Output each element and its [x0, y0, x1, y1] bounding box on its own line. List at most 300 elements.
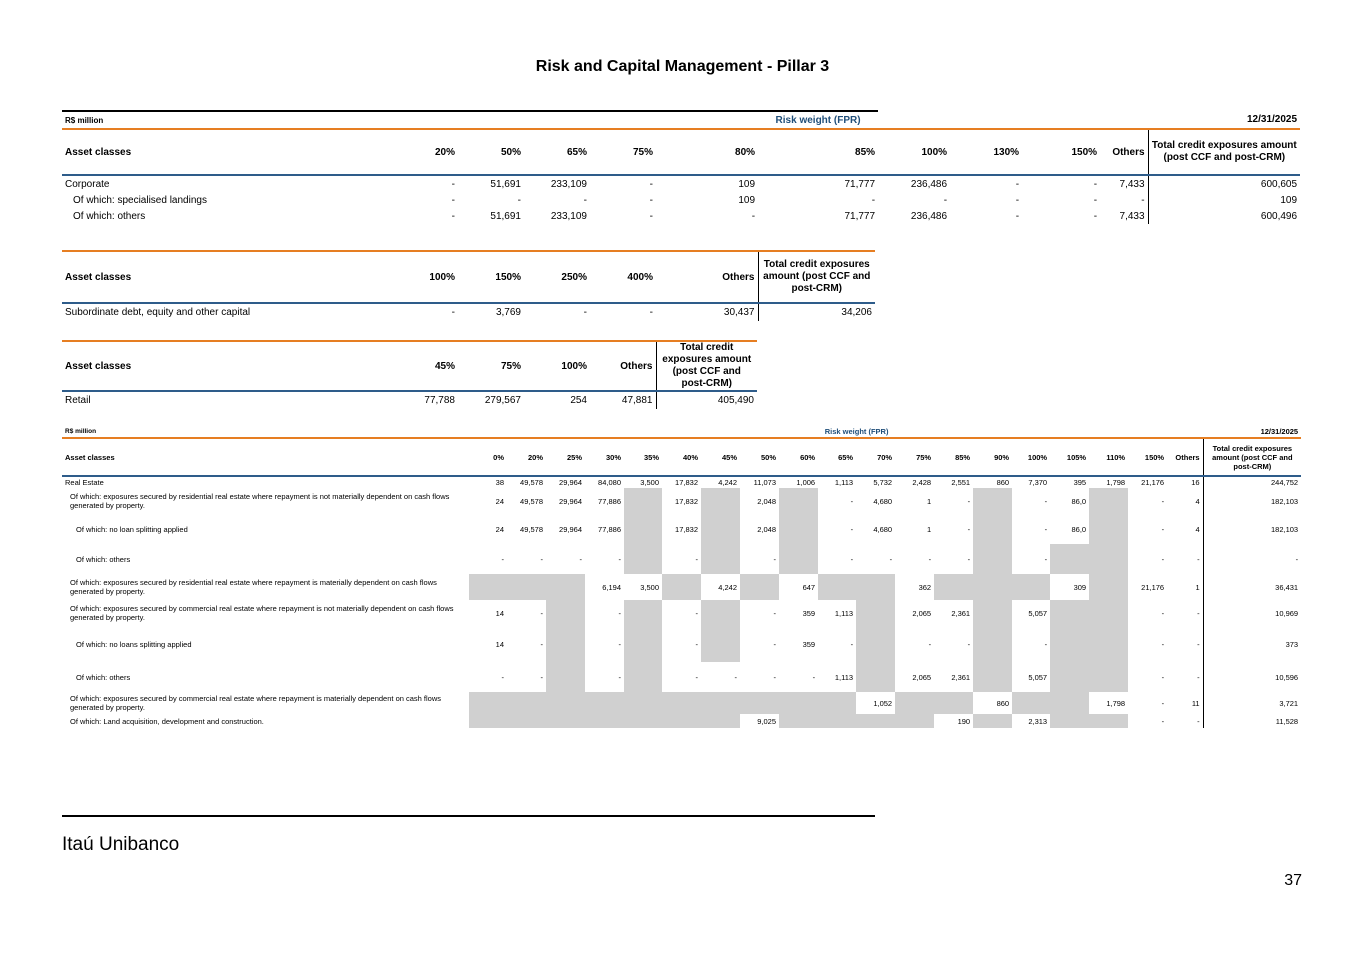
table-cell: -: [1161, 496, 1165, 506]
table-cell: 3,769: [495, 307, 521, 318]
table-cell: -: [751, 210, 756, 222]
col-header: 130%: [993, 146, 1020, 158]
table-cell: 29,964: [559, 478, 582, 487]
col-header: 250%: [524, 251, 590, 303]
table-cell: 359: [802, 639, 816, 649]
row-label: Real Estate: [65, 478, 104, 487]
table-row: [62, 303, 875, 321]
table-cell: 254: [570, 395, 587, 406]
table-cell: 4,242: [718, 582, 737, 592]
row-label: Of which: others: [76, 554, 131, 564]
page-title: Risk and Capital Management - Pillar 3: [535, 58, 830, 75]
table-cell: -: [1015, 210, 1020, 222]
table-cell: 279,567: [484, 395, 521, 406]
col-header: 110%: [1106, 452, 1126, 462]
table-cell: [856, 574, 895, 600]
table-cell: 373: [1203, 626, 1301, 662]
table-cell: -: [451, 194, 455, 206]
table-cell: -: [1197, 639, 1200, 649]
table-cell: -: [1015, 178, 1020, 190]
table-cell: [1089, 574, 1128, 600]
col-header: 20%: [434, 146, 455, 158]
table-cell: 182,103: [1203, 488, 1301, 514]
table-cell: -: [649, 210, 653, 222]
table-cell: [546, 600, 585, 626]
table-cell: 38: [495, 478, 504, 487]
table-cell: [856, 714, 895, 728]
asset-classes-header: Asset classes: [62, 251, 392, 303]
col-header: 400%: [590, 251, 656, 303]
total-header: Total credit exposures amount (post CCF and post-CRM): [1203, 438, 1301, 476]
table-cell: 47,881: [621, 395, 653, 406]
table-cell: -: [1161, 639, 1165, 649]
table-cell: [934, 692, 973, 714]
table-cell: 17,832: [675, 524, 698, 534]
table-cell: [1050, 714, 1089, 728]
table-cell: [701, 544, 740, 574]
table-cell: 77,886: [598, 496, 621, 506]
row-label: Of which: no loans splitting applied: [76, 639, 192, 649]
table-cell: [1089, 544, 1128, 574]
table-cell: -: [967, 524, 971, 534]
table-cell: 7,370: [1028, 478, 1048, 487]
table-cell: -: [649, 194, 653, 206]
table-cell: [662, 574, 701, 600]
table-cell: 84,080: [598, 478, 621, 487]
table-cell: -: [618, 672, 621, 682]
table-cell: -: [1203, 544, 1301, 574]
table-row: [62, 626, 1301, 662]
row-label: Of which: exposures secured by residential real estate where repayment is materially dependent on cash flows generated by property.: [70, 578, 437, 596]
table-cell: [740, 692, 779, 714]
table-row: [62, 544, 1301, 574]
table-cell: 2,065: [912, 672, 932, 682]
table-cell: -: [695, 608, 698, 618]
table-cell: [856, 600, 895, 626]
table-cell: [818, 574, 856, 600]
col-header: 150%: [1071, 146, 1098, 158]
table-cell: -: [695, 672, 698, 682]
table-cell: 860: [996, 698, 1010, 708]
table-cell: 233,109: [550, 210, 587, 222]
table-cell: [1050, 662, 1089, 692]
asset-classes-header: Asset classes: [65, 452, 115, 462]
table-cell: -: [1197, 554, 1200, 564]
table-cell: 2,361: [951, 672, 971, 682]
col-header: 75%: [458, 341, 524, 391]
row-label: Of which: specialised landings: [73, 194, 207, 206]
table-cell: [895, 692, 934, 714]
table-cell: -: [618, 639, 621, 649]
table-cell: 5,057: [1028, 672, 1048, 682]
table-cell: -: [540, 554, 543, 564]
table-cell: [1089, 514, 1128, 544]
table-cell: [1050, 544, 1089, 574]
table-cell: -: [889, 554, 893, 564]
table-cell: [1012, 692, 1050, 714]
table-cell: 6,194: [602, 582, 621, 592]
row-label: Of which: no loan splitting applied: [76, 524, 188, 534]
row-label: Corporate: [65, 178, 110, 190]
table-row: [62, 488, 1301, 514]
table-cell: 24: [495, 496, 504, 506]
table-cell: 4,680: [873, 524, 893, 534]
table-cell: -: [618, 554, 621, 564]
col-header: Others: [1175, 452, 1200, 462]
table-cell: [546, 574, 585, 600]
table-cell: [701, 600, 740, 626]
row-label: Of which: others: [76, 672, 131, 682]
table-cell: -: [1015, 194, 1020, 206]
col-header: 100%: [921, 146, 948, 158]
risk-weight-header: Risk weight (FPR): [824, 427, 889, 436]
col-header: 70%: [877, 452, 893, 462]
col-header: 50%: [500, 146, 521, 158]
table-cell: -: [1141, 194, 1145, 206]
table-cell: 2,065: [912, 608, 932, 618]
table-cell: 36,431: [1203, 574, 1301, 600]
col-header: 65%: [838, 452, 854, 462]
table-cell: 5,732: [873, 478, 893, 487]
table-cell: 2,313: [1028, 716, 1048, 726]
table-cell: 77,886: [598, 524, 621, 534]
table-cell: 9,025: [757, 716, 776, 726]
table-cell: -: [773, 554, 776, 564]
table-cell: [1050, 692, 1089, 714]
table-cell: 359: [802, 608, 816, 618]
table-cell: 3,721: [1203, 692, 1301, 714]
table-cell: 1,113: [834, 478, 854, 487]
table-cell: 4,242: [718, 478, 737, 487]
table-cell: -: [1197, 608, 1200, 618]
table-cell: [585, 714, 624, 728]
table-cell: -: [928, 554, 932, 564]
table-cell: 7,433: [1119, 178, 1145, 190]
table-cell: -: [540, 639, 543, 649]
table-cell: [973, 514, 1012, 544]
table-cell: [973, 544, 1012, 574]
table-cell: -: [1197, 672, 1200, 682]
table-cell: [934, 574, 973, 600]
table-cell: -: [1161, 524, 1165, 534]
table-cell: -: [1161, 698, 1165, 708]
table-cell: -: [773, 672, 776, 682]
retail-table: [62, 340, 757, 409]
table-cell: 51,691: [490, 178, 521, 190]
col-header: Others: [1112, 146, 1145, 158]
table-cell: -: [451, 178, 455, 190]
subordinate-debt-table: [62, 250, 875, 321]
table-cell: [973, 574, 1012, 600]
table-cell: [779, 488, 818, 514]
table-cell: -: [850, 524, 854, 534]
table-cell: [856, 662, 895, 692]
unit-label: R$ million: [65, 428, 97, 435]
table-cell: 109: [738, 194, 756, 206]
table-cell: -: [967, 639, 971, 649]
col-header: 85%: [855, 146, 876, 158]
table-cell: -: [501, 672, 504, 682]
asset-classes-header: Asset classes: [62, 341, 392, 391]
table-cell: 3,500: [640, 582, 659, 592]
table-cell: 395: [1073, 478, 1087, 487]
real-estate-risk-weight-table: [62, 426, 1301, 728]
unit-label: R$ million: [62, 111, 392, 129]
table-cell: -: [967, 554, 971, 564]
table-cell: -: [451, 307, 455, 318]
table-cell: 86,0: [1071, 524, 1087, 534]
col-header: 25%: [566, 452, 582, 462]
col-header: 75%: [632, 146, 653, 158]
col-header: 150%: [1144, 452, 1165, 462]
table-cell: 4: [1195, 524, 1200, 534]
table-cell: [1089, 488, 1128, 514]
table-cell: 17,832: [675, 478, 698, 487]
table-cell: 236,486: [910, 178, 948, 190]
col-header: 150%: [458, 251, 524, 303]
table-cell: 236,486: [910, 210, 948, 222]
table-cell: [1012, 574, 1050, 600]
table-cell: 109: [1148, 192, 1300, 208]
total-header: Total credit exposures amount (post CCF and post-CRM): [1148, 129, 1300, 175]
table-cell: 2,048: [757, 524, 776, 534]
table-cell: 5,057: [1028, 608, 1048, 618]
table-cell: -: [1161, 554, 1165, 564]
table-row: [62, 692, 1301, 714]
table-cell: -: [1093, 210, 1098, 222]
table-cell: 71,777: [844, 210, 876, 222]
table-cell: -: [1044, 554, 1048, 564]
risk-weight-header: Risk weight (FPR): [758, 111, 878, 129]
table-row: [62, 208, 1300, 224]
table-cell: -: [1044, 496, 1048, 506]
table-row: [62, 514, 1301, 544]
table-cell: 405,490: [656, 391, 757, 409]
total-header: Total credit exposures amount (post CCF and post-CRM): [758, 251, 875, 303]
table-cell: [624, 714, 662, 728]
table-cell: [624, 514, 662, 544]
table-cell: 86,0: [1071, 496, 1087, 506]
table-cell: [662, 692, 701, 714]
table-cell: 24: [495, 524, 504, 534]
row-label: Subordinate debt, equity and other capital: [65, 307, 251, 318]
col-header: 60%: [800, 452, 816, 462]
table-cell: 109: [738, 178, 756, 190]
table-cell: -: [649, 307, 653, 318]
table-row: [62, 476, 1301, 488]
table-cell: [818, 714, 856, 728]
table-cell: -: [928, 639, 932, 649]
table-cell: 21,176: [1141, 478, 1165, 487]
table-cell: -: [579, 554, 582, 564]
table-cell: 7,433: [1119, 210, 1145, 222]
col-header: 20%: [527, 452, 543, 462]
table-cell: [1089, 714, 1128, 728]
table-row: [62, 391, 757, 409]
table-cell: -: [1161, 672, 1165, 682]
table-cell: -: [734, 672, 737, 682]
table-cell: 1: [1195, 582, 1200, 592]
table-cell: -: [583, 194, 587, 206]
col-header: 100%: [392, 251, 458, 303]
table-cell: [1050, 600, 1089, 626]
col-header: 50%: [760, 452, 776, 462]
table-cell: -: [517, 194, 521, 206]
table-cell: [624, 626, 662, 662]
table-cell: [624, 600, 662, 626]
table-cell: [1089, 600, 1128, 626]
table-cell: 10,596: [1203, 662, 1301, 692]
table-cell: 10,969: [1203, 600, 1301, 626]
row-label: Of which: Land acquisition, development and construction.: [70, 716, 264, 726]
table-cell: -: [1044, 524, 1048, 534]
col-header: 100%: [524, 341, 590, 391]
table-cell: 49,578: [520, 524, 543, 534]
table-cell: 77,788: [424, 395, 455, 406]
table-cell: -: [695, 554, 698, 564]
table-cell: [973, 600, 1012, 626]
footer-brand: Itaú Unibanco: [62, 834, 180, 855]
table-cell: [1089, 662, 1128, 692]
table-cell: 2,428: [912, 478, 932, 487]
table-cell: 14: [495, 608, 504, 618]
table-cell: 29,964: [559, 524, 582, 534]
table-cell: [469, 692, 507, 714]
table-cell: -: [850, 496, 854, 506]
page-number: 37: [1284, 872, 1302, 889]
table-cell: 51,691: [490, 210, 521, 222]
col-header: 0%: [493, 452, 504, 462]
table-cell: 2,551: [951, 478, 971, 487]
table-cell: [469, 714, 507, 728]
row-label: Of which: exposures secured by commercial real estate where repayment is materially dependent on cash flows generated by property.: [70, 694, 442, 712]
table-row: [62, 662, 1301, 692]
row-label: Of which: others: [73, 210, 146, 222]
col-header: 100%: [1027, 452, 1048, 462]
table-cell: [701, 714, 740, 728]
table-cell: [701, 692, 740, 714]
table-cell: [546, 714, 585, 728]
report-date: 12/31/2025: [1260, 427, 1299, 436]
table-cell: 647: [802, 582, 816, 592]
table-cell: -: [451, 210, 455, 222]
table-cell: 3,500: [640, 478, 659, 487]
row-label: Retail: [65, 395, 91, 406]
table-cell: [895, 714, 934, 728]
table-cell: [662, 714, 701, 728]
table-cell: -: [812, 672, 816, 682]
table-cell: 4,680: [873, 496, 893, 506]
table-cell: 182,103: [1203, 514, 1301, 544]
col-header: 80%: [735, 146, 756, 158]
table-cell: [856, 626, 895, 662]
table-cell: -: [773, 608, 776, 618]
table-cell: -: [1093, 194, 1098, 206]
table-cell: 34,206: [758, 303, 875, 321]
table-cell: [546, 662, 585, 692]
table-cell: [973, 626, 1012, 662]
table-cell: 233,109: [550, 178, 587, 190]
table-cell: 21,176: [1141, 582, 1165, 592]
table-cell: 2,361: [951, 608, 971, 618]
table-cell: 30,437: [723, 307, 755, 318]
col-header: 45%: [721, 452, 737, 462]
table-cell: [701, 488, 740, 514]
table-cell: [624, 692, 662, 714]
col-header: 40%: [682, 452, 698, 462]
table-cell: 244,752: [1203, 476, 1301, 488]
table-cell: [973, 488, 1012, 514]
table-cell: [624, 662, 662, 692]
table-cell: -: [1044, 639, 1048, 649]
table-cell: 11,528: [1203, 714, 1301, 728]
col-header: 30%: [605, 452, 621, 462]
row-label: Of which: exposures secured by residential real estate where repayment is not materially dependent on cash flows generated by property.: [70, 492, 450, 510]
table-cell: 49,578: [520, 478, 543, 487]
table-cell: 11: [1191, 698, 1200, 708]
table-cell: 1,006: [796, 478, 816, 487]
table-cell: 1,113: [834, 672, 854, 682]
table-cell: [624, 488, 662, 514]
table-cell: -: [695, 639, 698, 649]
table-cell: 600,496: [1148, 208, 1300, 224]
table-cell: 11,073: [753, 478, 776, 487]
table-cell: -: [1161, 608, 1165, 618]
table-cell: -: [773, 639, 776, 649]
footer-divider: [62, 815, 875, 817]
table-cell: [779, 544, 818, 574]
table-row: [62, 714, 1301, 728]
table-cell: 362: [918, 582, 932, 592]
table-cell: -: [850, 639, 854, 649]
table-cell: 49,578: [520, 496, 543, 506]
table-cell: 600,605: [1148, 175, 1300, 192]
asset-classes-header: Asset classes: [65, 146, 132, 158]
table-cell: -: [967, 496, 971, 506]
table-cell: -: [850, 554, 854, 564]
table-cell: [779, 714, 818, 728]
table-cell: [973, 714, 1012, 728]
table-cell: 309: [1073, 582, 1087, 592]
table-cell: [469, 574, 507, 600]
table-cell: 16: [1191, 478, 1200, 487]
table-cell: -: [618, 608, 621, 618]
table-row: [62, 175, 1300, 192]
table-cell: [507, 692, 546, 714]
col-header: 35%: [643, 452, 659, 462]
table-row: [62, 574, 1301, 600]
table-cell: 1,798: [1106, 698, 1126, 708]
col-header: Others: [590, 341, 656, 391]
col-header: 85%: [955, 452, 971, 462]
table-cell: [779, 514, 818, 544]
table-row: [62, 600, 1301, 626]
table-cell: 4: [1195, 496, 1200, 506]
table-cell: 860: [996, 478, 1010, 487]
table-cell: -: [501, 554, 504, 564]
col-header: 75%: [916, 452, 932, 462]
table-cell: -: [943, 194, 948, 206]
col-header: Others: [656, 251, 758, 303]
table-cell: 1: [926, 524, 932, 534]
table-cell: -: [1161, 716, 1165, 726]
table-cell: [546, 626, 585, 662]
table-cell: -: [583, 307, 587, 318]
table-cell: 1,113: [834, 608, 854, 618]
row-label: Of which: exposures secured by commercial real estate where repayment is not materially dependent on cash flows generated by property.: [70, 604, 454, 622]
table-cell: [740, 574, 779, 600]
table-row: [62, 192, 1300, 208]
